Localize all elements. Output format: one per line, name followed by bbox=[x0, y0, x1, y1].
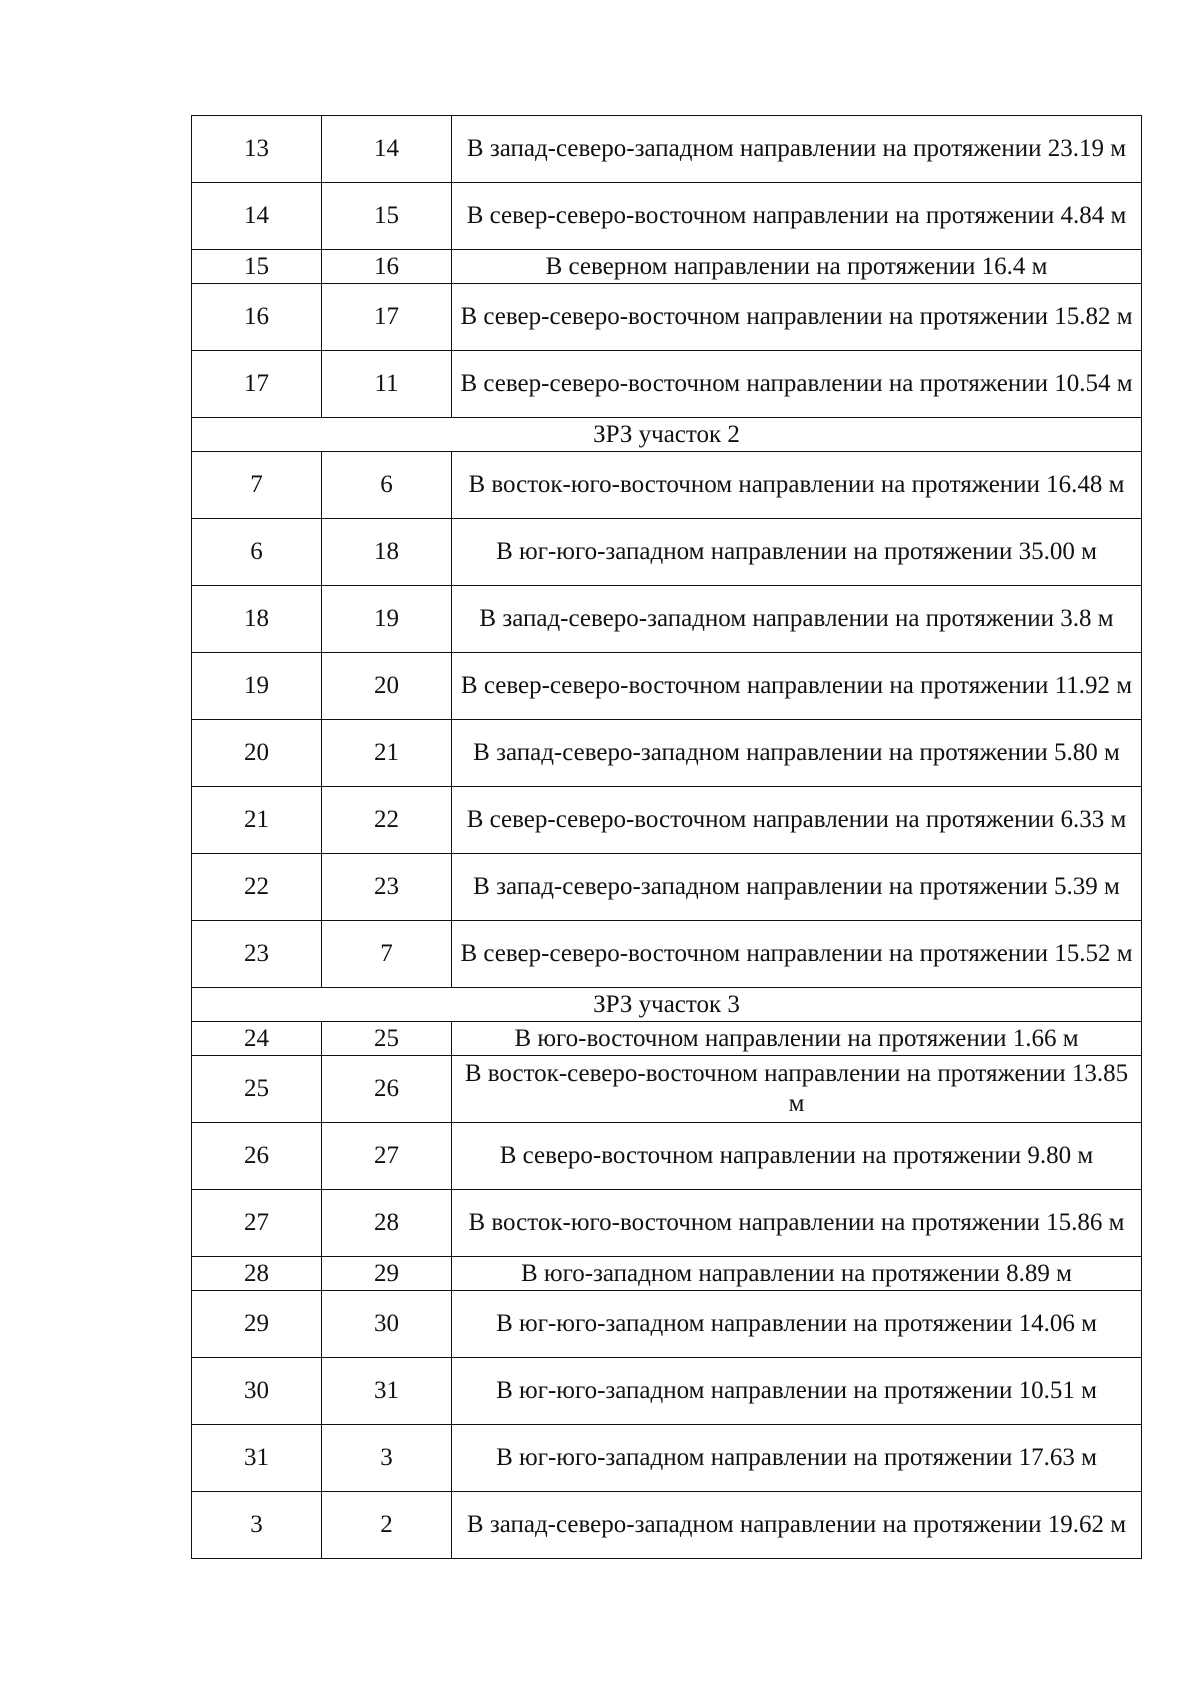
to-point-cell: 31 bbox=[322, 1358, 452, 1425]
to-point-cell: 29 bbox=[322, 1257, 452, 1291]
to-point-cell: 22 bbox=[322, 787, 452, 854]
table-row bbox=[192, 284, 1142, 351]
to-point-cell: 15 bbox=[322, 183, 452, 250]
direction-description-cell: В запад-северо-западном направлении на протяжении 23.19 м bbox=[452, 116, 1142, 183]
to-point-cell: 17 bbox=[322, 284, 452, 351]
from-point-cell: 20 bbox=[192, 720, 322, 787]
to-point-cell: 2 bbox=[322, 1492, 452, 1559]
table-row bbox=[192, 1123, 1142, 1190]
table-row bbox=[192, 1291, 1142, 1358]
from-point-cell: 14 bbox=[192, 183, 322, 250]
direction-description-cell: В запад-северо-западном направлении на протяжении 5.39 м bbox=[452, 854, 1142, 921]
direction-description-cell: В север-северо-восточном направлении на протяжении 6.33 м bbox=[452, 787, 1142, 854]
direction-description-cell: В север-северо-восточном направлении на протяжении 11.92 м bbox=[452, 653, 1142, 720]
from-point-cell: 28 bbox=[192, 1257, 322, 1291]
to-point-cell: 3 bbox=[322, 1425, 452, 1492]
direction-description-cell: В юг-юго-западном направлении на протяжении 14.06 м bbox=[452, 1291, 1142, 1358]
table-row bbox=[192, 787, 1142, 854]
from-point-cell: 30 bbox=[192, 1358, 322, 1425]
table-row bbox=[192, 921, 1142, 988]
table-row bbox=[192, 1056, 1142, 1123]
to-point-cell: 11 bbox=[322, 351, 452, 418]
from-point-cell: 17 bbox=[192, 351, 322, 418]
direction-description-cell: В юг-юго-западном направлении на протяжении 35.00 м bbox=[452, 519, 1142, 586]
boundary-description-table bbox=[191, 115, 1142, 1559]
from-point-cell: 19 bbox=[192, 653, 322, 720]
table-row bbox=[192, 351, 1142, 418]
table-row bbox=[192, 519, 1142, 586]
table-row bbox=[192, 1257, 1142, 1291]
table-row bbox=[192, 1492, 1142, 1559]
to-point-cell: 21 bbox=[322, 720, 452, 787]
table-row bbox=[192, 183, 1142, 250]
table-row bbox=[192, 1358, 1142, 1425]
from-point-cell: 15 bbox=[192, 250, 322, 284]
table-row bbox=[192, 116, 1142, 183]
to-point-cell: 6 bbox=[322, 452, 452, 519]
direction-description-cell: В северо-восточном направлении на протяжении 9.80 м bbox=[452, 1123, 1142, 1190]
from-point-cell: 25 bbox=[192, 1056, 322, 1123]
direction-description-cell: В запад-северо-западном направлении на протяжении 5.80 м bbox=[452, 720, 1142, 787]
section-header-row bbox=[192, 418, 1142, 452]
direction-description-cell: В юг-юго-западном направлении на протяжении 10.51 м bbox=[452, 1358, 1142, 1425]
to-point-cell: 19 bbox=[322, 586, 452, 653]
to-point-cell: 20 bbox=[322, 653, 452, 720]
direction-description-cell: В запад-северо-западном направлении на протяжении 3.8 м bbox=[452, 586, 1142, 653]
direction-description-cell: В север-северо-восточном направлении на протяжении 10.54 м bbox=[452, 351, 1142, 418]
to-point-cell: 18 bbox=[322, 519, 452, 586]
from-point-cell: 29 bbox=[192, 1291, 322, 1358]
direction-description-cell: В юго-восточном направлении на протяжении 1.66 м bbox=[452, 1022, 1142, 1056]
from-point-cell: 23 bbox=[192, 921, 322, 988]
direction-description-cell: В восток-юго-восточном направлении на протяжении 15.86 м bbox=[452, 1190, 1142, 1257]
table-row bbox=[192, 452, 1142, 519]
from-point-cell: 31 bbox=[192, 1425, 322, 1492]
from-point-cell: 3 bbox=[192, 1492, 322, 1559]
section-title: ЗРЗ участок 2 bbox=[192, 418, 1142, 452]
table-body bbox=[192, 116, 1142, 1559]
from-point-cell: 22 bbox=[192, 854, 322, 921]
direction-description-cell: В юг-юго-западном направлении на протяжении 17.63 м bbox=[452, 1425, 1142, 1492]
from-point-cell: 27 bbox=[192, 1190, 322, 1257]
to-point-cell: 28 bbox=[322, 1190, 452, 1257]
table-row bbox=[192, 586, 1142, 653]
from-point-cell: 13 bbox=[192, 116, 322, 183]
table-row bbox=[192, 854, 1142, 921]
to-point-cell: 30 bbox=[322, 1291, 452, 1358]
table-row bbox=[192, 1425, 1142, 1492]
to-point-cell: 23 bbox=[322, 854, 452, 921]
table-row bbox=[192, 1022, 1142, 1056]
to-point-cell: 14 bbox=[322, 116, 452, 183]
to-point-cell: 16 bbox=[322, 250, 452, 284]
direction-description-cell: В юго-западном направлении на протяжении 8.89 м bbox=[452, 1257, 1142, 1291]
table-row bbox=[192, 1190, 1142, 1257]
direction-description-cell: В запад-северо-западном направлении на протяжении 19.62 м bbox=[452, 1492, 1142, 1559]
from-point-cell: 7 bbox=[192, 452, 322, 519]
direction-description-cell: В северном направлении на протяжении 16.4 м bbox=[452, 250, 1142, 284]
from-point-cell: 16 bbox=[192, 284, 322, 351]
from-point-cell: 26 bbox=[192, 1123, 322, 1190]
to-point-cell: 7 bbox=[322, 921, 452, 988]
from-point-cell: 18 bbox=[192, 586, 322, 653]
section-title: ЗРЗ участок 3 bbox=[192, 988, 1142, 1022]
to-point-cell: 27 bbox=[322, 1123, 452, 1190]
from-point-cell: 6 bbox=[192, 519, 322, 586]
table-row bbox=[192, 653, 1142, 720]
section-header-row bbox=[192, 988, 1142, 1022]
to-point-cell: 26 bbox=[322, 1056, 452, 1123]
to-point-cell: 25 bbox=[322, 1022, 452, 1056]
table-row bbox=[192, 720, 1142, 787]
table-row bbox=[192, 250, 1142, 284]
direction-description-cell: В север-северо-восточном направлении на протяжении 15.82 м bbox=[452, 284, 1142, 351]
from-point-cell: 24 bbox=[192, 1022, 322, 1056]
from-point-cell: 21 bbox=[192, 787, 322, 854]
direction-description-cell: В восток-юго-восточном направлении на протяжении 16.48 м bbox=[452, 452, 1142, 519]
direction-description-cell: В восток-северо-восточном направлении на протяжении 13.85 м bbox=[452, 1056, 1142, 1123]
direction-description-cell: В север-северо-восточном направлении на протяжении 15.52 м bbox=[452, 921, 1142, 988]
direction-description-cell: В север-северо-восточном направлении на протяжении 4.84 м bbox=[452, 183, 1142, 250]
